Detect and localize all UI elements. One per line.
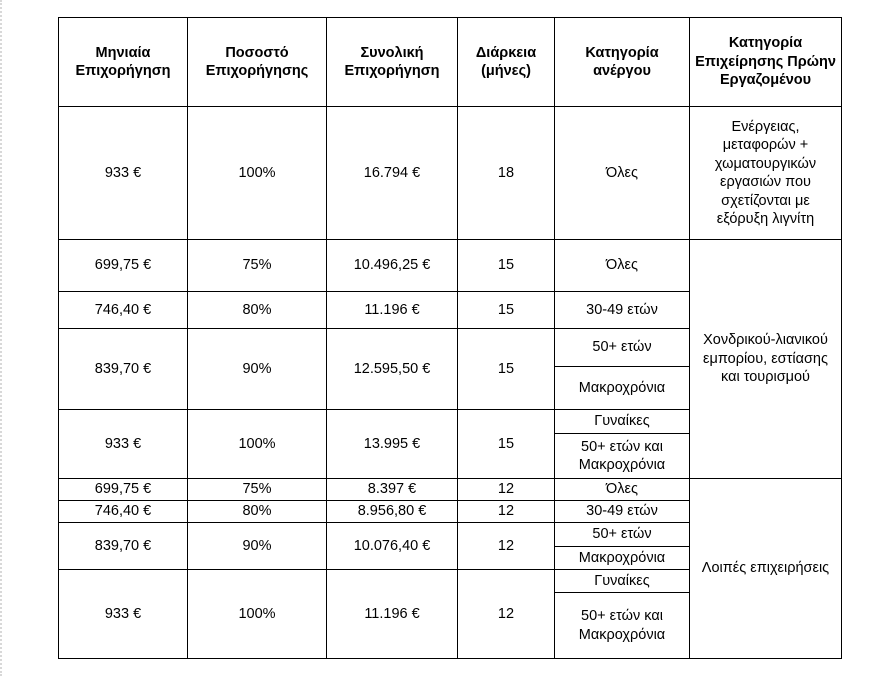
unemployed-category-cell: 50+ ετών και Μακροχρόνια	[555, 434, 690, 479]
duration-cell: 12	[458, 501, 555, 523]
unemployed-category-cell: 50+ ετών	[555, 329, 690, 367]
monthly-grant-cell: 746,40 €	[59, 292, 188, 329]
table-body	[59, 107, 842, 659]
grant-percentage-cell: 100%	[188, 570, 327, 659]
grant-percentage-cell: 75%	[188, 240, 327, 292]
unemployed-category-cell: Μακροχρόνια	[555, 547, 690, 570]
header-grant-percentage: Ποσοστό Επιχορήγησης	[188, 18, 327, 107]
table-row	[59, 240, 842, 292]
duration-cell: 18	[458, 107, 555, 240]
monthly-grant-cell: 839,70 €	[59, 329, 188, 410]
total-grant-cell: 12.595,50 €	[327, 329, 458, 410]
header-unemployed-category: Κατηγορία ανέργου	[555, 18, 690, 107]
total-grant-cell: 8.397 €	[327, 479, 458, 501]
total-grant-cell: 16.794 €	[327, 107, 458, 240]
duration-cell: 15	[458, 292, 555, 329]
table-row	[59, 107, 842, 240]
unemployed-category-cell: 50+ ετών και Μακροχρόνια	[555, 593, 690, 659]
unemployed-category-cell: 50+ ετών	[555, 523, 690, 547]
duration-cell: 15	[458, 240, 555, 292]
unemployed-category-cell: Μακροχρόνια	[555, 367, 690, 410]
header-row	[59, 18, 842, 107]
grant-table	[58, 17, 842, 659]
unemployed-category-cell: Όλες	[555, 240, 690, 292]
business-category-cell: Χονδρικού-λιανικού εμπορίου, εστίασης και τουρισμού	[690, 240, 842, 479]
total-grant-cell: 10.496,25 €	[327, 240, 458, 292]
grant-percentage-cell: 90%	[188, 523, 327, 570]
business-category-cell: Ενέργειας, μεταφορών + χωματουργικών εργασιών που σχετίζονται με εξόρυξη λιγνίτη	[690, 107, 842, 240]
total-grant-cell: 8.956,80 €	[327, 501, 458, 523]
duration-cell: 12	[458, 570, 555, 659]
total-grant-cell: 10.076,40 €	[327, 523, 458, 570]
unemployed-category-cell: Γυναίκες	[555, 570, 690, 593]
table-row	[59, 479, 842, 501]
unemployed-category-cell: Όλες	[555, 479, 690, 501]
monthly-grant-cell: 746,40 €	[59, 501, 188, 523]
duration-cell: 12	[458, 523, 555, 570]
monthly-grant-cell: 699,75 €	[59, 240, 188, 292]
grant-percentage-cell: 75%	[188, 479, 327, 501]
unemployed-category-cell: 30-49 ετών	[555, 292, 690, 329]
grant-percentage-cell: 80%	[188, 292, 327, 329]
duration-cell: 12	[458, 479, 555, 501]
total-grant-cell: 11.196 €	[327, 570, 458, 659]
monthly-grant-cell: 933 €	[59, 107, 188, 240]
monthly-grant-cell: 839,70 €	[59, 523, 188, 570]
grant-percentage-cell: 100%	[188, 107, 327, 240]
monthly-grant-cell: 699,75 €	[59, 479, 188, 501]
grant-percentage-cell: 100%	[188, 410, 327, 479]
page-edge-marks	[0, 0, 4, 676]
total-grant-cell: 13.995 €	[327, 410, 458, 479]
header-duration: Διάρκεια (μήνες)	[458, 18, 555, 107]
header-monthly-grant: Μηνιαία Επιχορήγηση	[59, 18, 188, 107]
grant-percentage-cell: 90%	[188, 329, 327, 410]
header-business-category: Κατηγορία Επιχείρησης Πρώην Εργαζομένου	[690, 18, 842, 107]
total-grant-cell: 11.196 €	[327, 292, 458, 329]
unemployed-category-cell: Όλες	[555, 107, 690, 240]
header-total-grant: Συνολική Επιχορήγηση	[327, 18, 458, 107]
business-category-cell: Λοιπές επιχειρήσεις	[690, 479, 842, 659]
duration-cell: 15	[458, 329, 555, 410]
unemployed-category-cell: 30-49 ετών	[555, 501, 690, 523]
duration-cell: 15	[458, 410, 555, 479]
monthly-grant-cell: 933 €	[59, 570, 188, 659]
grant-percentage-cell: 80%	[188, 501, 327, 523]
monthly-grant-cell: 933 €	[59, 410, 188, 479]
unemployed-category-cell: Γυναίκες	[555, 410, 690, 434]
